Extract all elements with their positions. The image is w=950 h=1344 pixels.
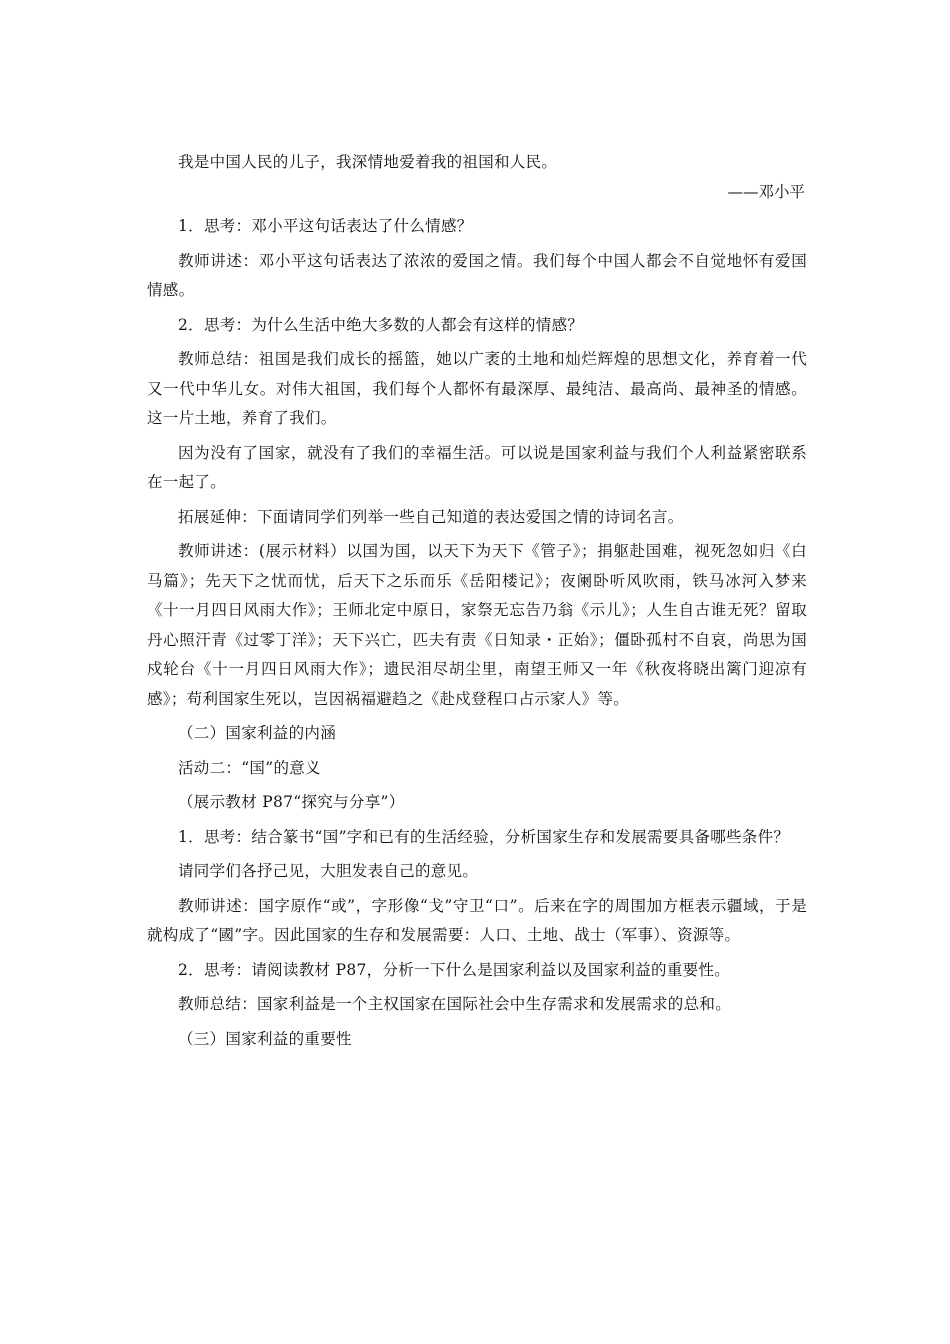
paragraph-national-interest: 因为没有了国家，就没有了我们的幸福生活。可以说是国家利益与我们个人利益紧密联系在一起了。	[147, 443, 807, 491]
extension-task: 拓展延伸：下面请同学们列举一些自己知道的表达爱国之情的诗词名言。	[178, 507, 684, 526]
textbook-reference: （展示教材 P87“探究与分享”）	[178, 793, 405, 811]
question-3: 1．思考：结合篆书“国”字和已有的生活经验，分析国家生存和发展需要具备哪些条件？	[178, 827, 790, 846]
teacher-explanation-guo: 教师讲述：国字原作“或”，字形像“戈”守卫“口”。后来在字的周围加方框表示疆域，于是就构成了“國”字。因此国家的生存和发展需要：人口、土地、战士（军事）、资源等。	[147, 896, 807, 944]
section-heading-2: （二）国家利益的内涵	[178, 724, 337, 742]
section-heading-3: （三）国家利益的重要性	[178, 1029, 352, 1048]
question-1: 1．思考：邓小平这句话表达了什么情感？	[178, 217, 473, 235]
activity-2-title: 活动二：“国”的意义	[178, 758, 321, 777]
teacher-explanation-poems: 教师讲述：(展示材料）以国为国，以天下为天下《管子》；捐躯赴国难，视死忽如归《白马篇》；先天下之忧而忧，后天下之乐而乐《岳阳楼记》；夜阑卧听风吹雨，铁马冰河入梦来《十一月四日风雨大作》；王师北定中原日，家祭无忘告乃翁《示儿》；人生自古谁无死？留取丹心照汗青《过零丁洋》；天下兴亡，匹夫有责《日知录・正始》；僵卧孤村不自哀，尚思为国戍轮台《十一月四日风雨大作》；遗民泪尽胡尘里，南望王师又一年《秋夜将晓出篱门迎凉有感》；苟利国家生死以，岂因祸福避趋之《赴戍登程口占示家人》等。	[147, 542, 807, 708]
quote-text: 我是中国人民的儿子，我深情地爱着我的祖国和人民。	[178, 153, 558, 171]
quote-attribution: ——邓小平	[727, 182, 805, 201]
document-body	[147, 148, 807, 1054]
teacher-explanation-1: 教师讲述：邓小平这句话表达了浓浓的爱国之情。我们每个中国人都会不自觉地怀有爱国情感。	[147, 251, 807, 299]
discussion-prompt: 请同学们各抒己见，大胆发表自己的意见。	[178, 862, 479, 880]
question-4: 2．思考：请阅读教材 P87，分析一下什么是国家利益以及国家利益的重要性。	[178, 960, 731, 979]
teacher-summary-2: 教师总结：国家利益是一个主权国家在国际社会中生存需求和发展需求的总和。	[178, 995, 732, 1013]
teacher-summary-1: 教师总结：祖国是我们成长的摇篮，她以广袤的土地和灿烂辉煌的思想文化，养育着一代又一代中华儿女。对伟大祖国，我们每个人都怀有最深厚、最纯洁、最高尚、最神圣的情感。这一片土地，养育了我们。	[147, 350, 807, 427]
question-2: 2．思考：为什么生活中绝大多数的人都会有这样的情感？	[178, 315, 584, 334]
